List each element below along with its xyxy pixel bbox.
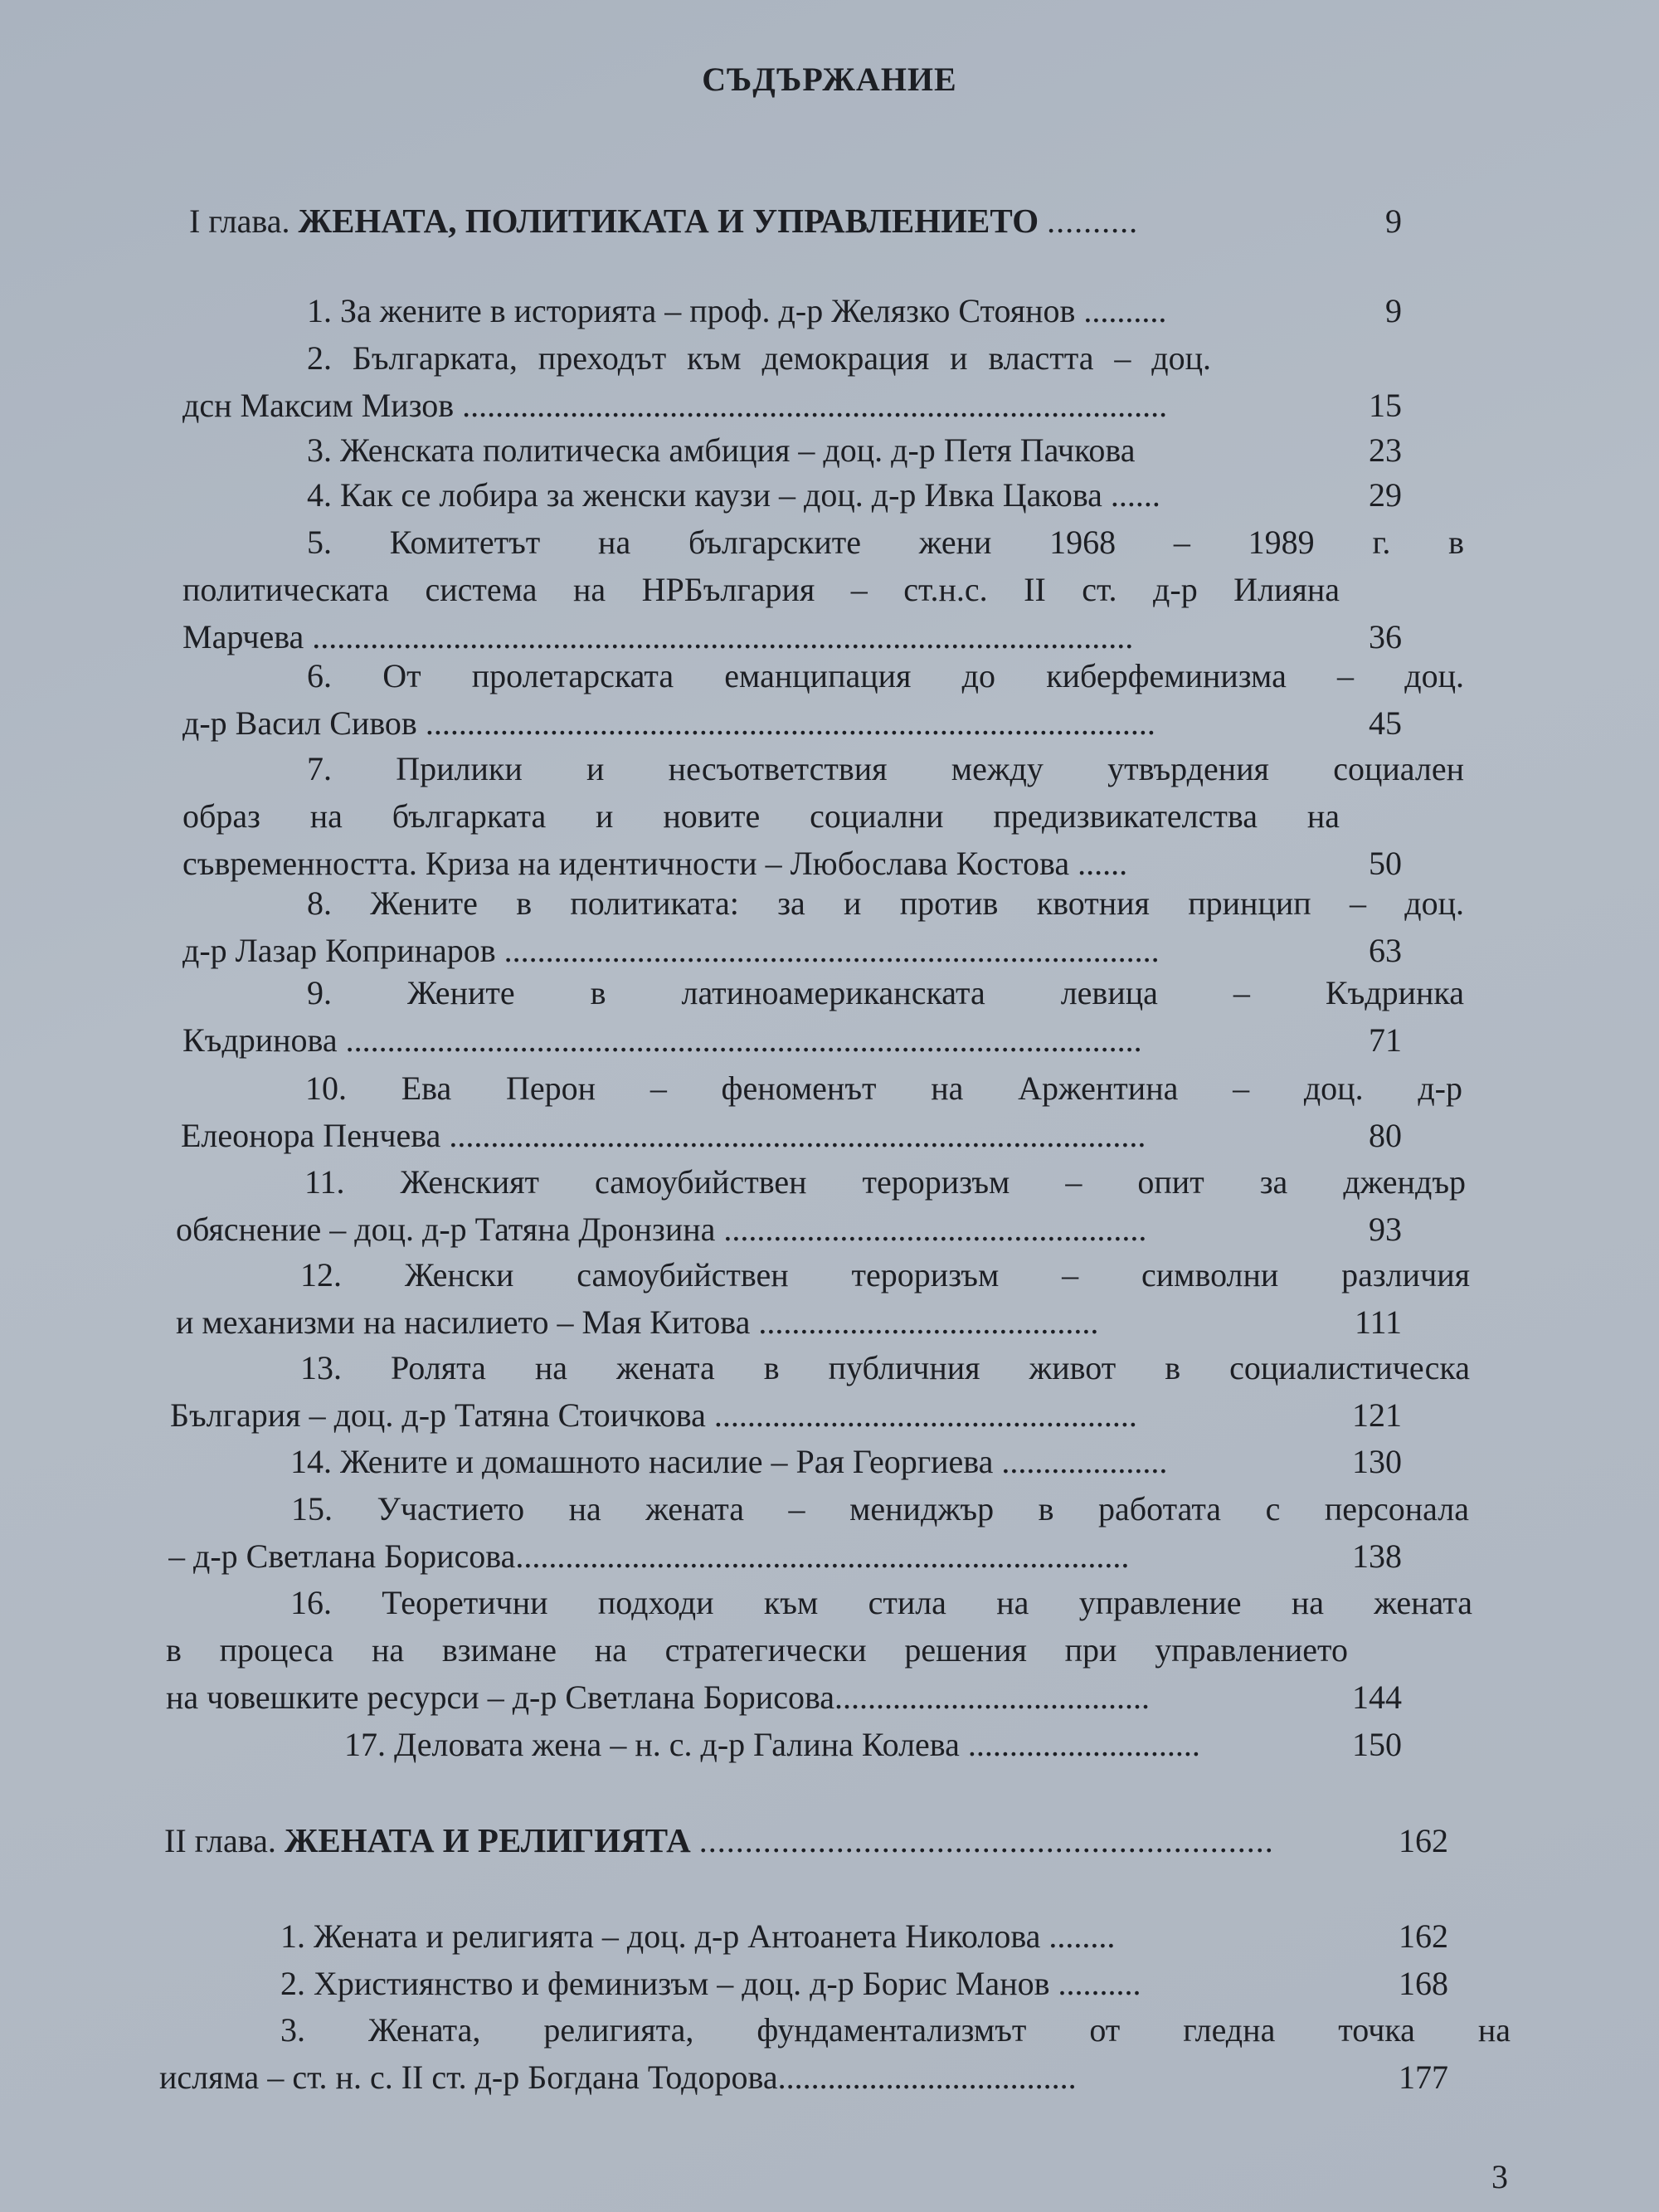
- toc-entry: [182, 471, 1402, 521]
- toc-entry-page: 9: [1385, 292, 1402, 329]
- toc-entry-page: 29: [1369, 476, 1402, 514]
- toc-entry-text-cont: съвременността. Криза на идентичности – Любослава Костова ......: [182, 845, 1128, 882]
- toc-entry: [170, 1438, 1402, 1488]
- toc-entry: [166, 1579, 1472, 1722]
- toc-entry-text-cont: Марчева ...................................................................................................: [182, 618, 1134, 655]
- toc-entry-text: 1. За жените в историята – проф. д-р Желязко Стоянов ..........: [307, 292, 1167, 329]
- toc-entry-text: 1. Жената и религията – доц. д-р Антоанета Николова ........: [280, 1917, 1116, 1955]
- toc-entry: [182, 519, 1464, 661]
- toc-entry-text: 2. Християнство и феминизъм – доц. д-р Борис Манов ..........: [280, 1965, 1141, 2002]
- chapter-name: ЖЕНАТА И РЕЛИГИЯТА: [284, 1821, 691, 1859]
- toc-entry: [164, 1912, 1448, 1962]
- chapter-heading: [189, 197, 1402, 245]
- toc-entry-page: 93: [1369, 1211, 1402, 1248]
- chapter-dots: ..........: [1047, 202, 1139, 240]
- toc-entry-text-cont: – д-р Светлана Борисова..........................................................................: [168, 1537, 1130, 1575]
- toc-entry-page: 121: [1352, 1396, 1402, 1434]
- toc-entry-text: 12. Женски самоубийствен тероризъм – символни различия: [300, 1256, 1470, 1294]
- toc-entry-text-cont: и механизми на насилието – Мая Китова .........................................: [176, 1303, 1099, 1341]
- toc-entry: [168, 1485, 1469, 1581]
- toc-entry-page: 36: [1369, 618, 1402, 655]
- toc-entry-page: 130: [1352, 1443, 1402, 1480]
- page-number: 3: [1491, 2158, 1508, 2195]
- toc-entry-page: 111: [1354, 1303, 1402, 1341]
- toc-entry-text: 10. Ева Перон – феноменът на Аржентина – доц. д-р: [305, 1069, 1462, 1107]
- toc-entry-page: 144: [1352, 1678, 1402, 1716]
- chapter-label: I глава.: [189, 202, 290, 240]
- toc-entry-text: 16. Теоретични подходи към стила на управление на жената: [290, 1584, 1472, 1621]
- toc-entry-text: 7. Прилики и несъответствия между утвърдения социален: [307, 750, 1464, 787]
- toc-entry-text-cont: образ на българката и новите социални предизвикателства на: [182, 797, 1340, 835]
- page-title: СЪДЪРЖАНИЕ: [702, 61, 957, 98]
- toc-entry-text: 9. Жените в латиноамериканската левица – Къдринка: [307, 974, 1464, 1011]
- chapter-label: II глава.: [164, 1822, 276, 1859]
- toc-entry-page: 150: [1352, 1726, 1402, 1763]
- toc-entry-text-cont: дсн Максим Мизов .....................................................................................: [182, 387, 1168, 424]
- toc-entry-page: 50: [1369, 845, 1402, 882]
- chapter-page: 9: [1385, 202, 1402, 240]
- toc-entry: [182, 745, 1464, 888]
- toc-entry: [182, 969, 1464, 1065]
- toc-entry: [176, 1251, 1470, 1347]
- toc-entry-text-cont: Къдринова ................................................................................................: [182, 1021, 1142, 1059]
- toc-entry-page: 162: [1399, 1917, 1448, 1955]
- toc-entry: [166, 1721, 1402, 1771]
- toc-entry-text: 17. Деловата жена – н. с. д-р Галина Колева ............................: [344, 1726, 1200, 1763]
- toc-entry: [164, 1960, 1448, 2010]
- toc-entry-page: 45: [1369, 704, 1402, 742]
- toc-entry-page: 177: [1399, 2059, 1448, 2096]
- toc-entry-text-cont: исляма – ст. н. с. II ст. д-р Богдана Тодорова....................................: [159, 2059, 1077, 2096]
- toc-entry-text: 3. Жената, религията, фундаментализмът от гледна точка на: [280, 2011, 1511, 2049]
- toc-entry-page: 71: [1369, 1021, 1402, 1059]
- toc-entry-text: 11. Женският самоубийствен тероризъм – опит за джендър: [304, 1163, 1466, 1201]
- toc-entry-text-cont: на човешките ресурси – д-р Светлана Борисова......................................: [166, 1678, 1151, 1716]
- toc-entry-text-cont: политическата система на НРБългария – ст.н.с. II ст. д-р Илияна: [182, 571, 1340, 608]
- chapter-name: ЖЕНАТА, ПОЛИТИКАТА И УПРАВЛЕНИЕТО: [298, 202, 1039, 240]
- chapter-dots: ...............................................................: [698, 1822, 1274, 1859]
- toc-entry-page: 168: [1399, 1965, 1448, 2002]
- toc-entry-page: 15: [1369, 387, 1402, 424]
- toc-entry: [170, 1344, 1470, 1440]
- chapter-page: 162: [1399, 1822, 1448, 1859]
- toc-entry-text: 6. От пролетарската еманципация до киберфеминизма – доц.: [307, 657, 1464, 694]
- toc-entry-text-cont: България – доц. д-р Татяна Стоичкова ...................................................: [170, 1396, 1137, 1434]
- toc-entry-page: 23: [1369, 431, 1402, 469]
- toc-entry-page: 80: [1369, 1117, 1402, 1154]
- toc-entry-page: 138: [1352, 1537, 1402, 1575]
- toc-entry: [182, 652, 1464, 748]
- toc-entry-text-cont: в процеса на взимане на стратегически решения при управлението: [166, 1631, 1348, 1669]
- toc-entry-text: 15. Участието на жената – мениджър в работата с персонала: [291, 1490, 1469, 1527]
- toc-entry: [176, 1158, 1466, 1255]
- toc-entry-text: 2. Българката, преходът към демокрация и властта – доц.: [307, 339, 1211, 377]
- toc-entry: [182, 334, 1402, 431]
- toc-entry-text: 4. Как се лобира за женски каузи – доц. д-р Ивка Цакова ......: [307, 476, 1160, 514]
- toc-entry: [182, 879, 1464, 976]
- toc-entry-text-cont: д-р Васил Сивов ........................................................................................: [182, 704, 1155, 742]
- chapter-heading: [164, 1817, 1448, 1864]
- toc-entry-text-cont: Елеонора Пенчева ....................................................................................: [181, 1117, 1146, 1154]
- toc-entry-text: 8. Жените в политиката: за и против квотния принцип – доц.: [307, 884, 1464, 922]
- toc-entry-text: 13. Ролята на жената в публичния живот в социалистическа: [300, 1349, 1470, 1386]
- toc-entry: [182, 287, 1402, 337]
- toc-entry-text: 5. Комитетът на българските жени 1968 – 1989 г. в: [307, 524, 1464, 561]
- toc-entry: [159, 2006, 1511, 2102]
- toc-entry-text-cont: д-р Лазар Копринаров ...............................................................................: [182, 932, 1160, 969]
- toc-entry: [181, 1065, 1462, 1161]
- toc-entry: [182, 426, 1402, 476]
- toc-entry-text: 3. Женската политическа амбиция – доц. д-р Петя Пачкова: [307, 431, 1136, 469]
- toc-entry-text-cont: обяснение – доц. д-р Татяна Дронзина ...................................................: [176, 1211, 1147, 1248]
- toc-entry-text: 14. Жените и домашното насилие – Рая Георгиева ....................: [290, 1443, 1168, 1480]
- toc-entry-page: 63: [1369, 932, 1402, 969]
